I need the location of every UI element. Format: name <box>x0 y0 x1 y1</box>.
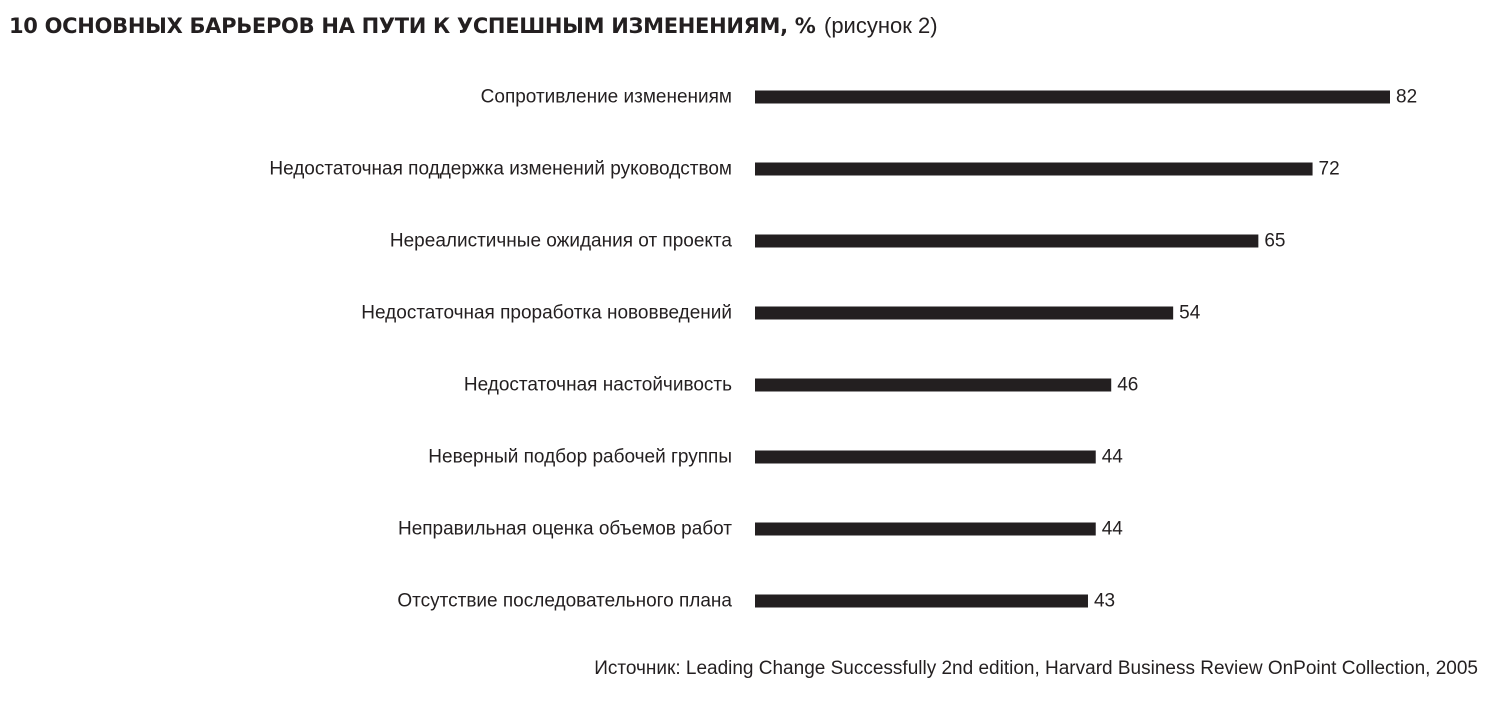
category-label: Нереалистичные ожидания от проекта <box>389 230 732 252</box>
category-label: Отсутствие последовательного плана <box>397 590 732 612</box>
category-label: Неверный подбор рабочей группы <box>428 446 732 468</box>
value-label: 46 <box>1117 374 1139 396</box>
value-label: 82 <box>1396 86 1418 108</box>
bar <box>755 91 1390 104</box>
category-label: Недостаточная настойчивость <box>463 374 732 396</box>
category-label: Сопротивление изменениям <box>480 86 732 108</box>
value-label: 54 <box>1179 302 1201 324</box>
value-label: 44 <box>1101 446 1123 468</box>
chart-title: 10 ОСНОВНЫХ БАРЬЕРОВ НА ПУТИ К УСПЕШНЫМ ИЗМЕНЕНИЯМ, % <box>9 14 816 38</box>
bar <box>755 379 1111 392</box>
value-label: 43 <box>1093 590 1116 612</box>
value-label: 65 <box>1264 230 1286 252</box>
category-label: Недостаточная поддержка изменений руководством <box>269 158 732 180</box>
category-label: Неправильная оценка объемов работ <box>397 518 732 540</box>
category-label: Недостаточная проработка нововведений <box>361 302 732 324</box>
bar <box>755 451 1096 464</box>
value-label: 72 <box>1318 158 1340 180</box>
bar <box>755 523 1096 536</box>
bar <box>755 307 1173 320</box>
chart-subtitle: (рисунок 2) <box>824 13 938 38</box>
value-label: 44 <box>1101 518 1123 540</box>
bar <box>755 163 1313 176</box>
bar <box>755 235 1258 248</box>
bar <box>755 595 1088 608</box>
source-note: Источник: Leading Change Successfully 2nd edition, Harvard Business Review OnPoint Collection, 2005 <box>594 658 1478 679</box>
